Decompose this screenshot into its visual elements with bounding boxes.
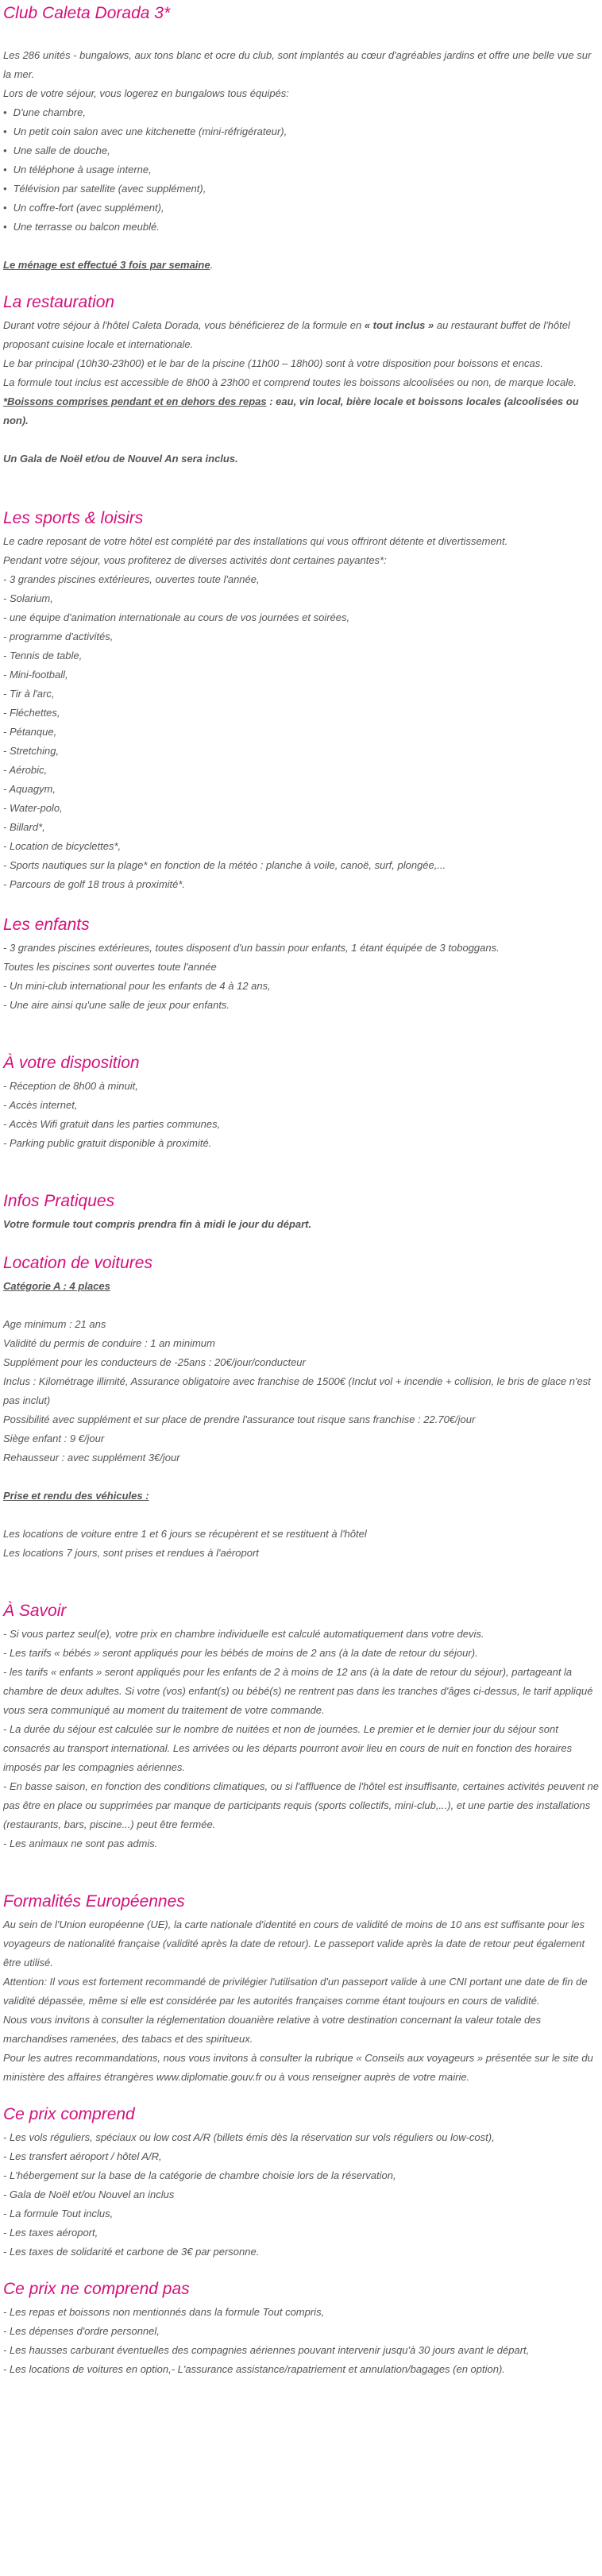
pickup-line: Les locations 7 jours, sont prises et rendues à l'aéroport — [3, 1547, 259, 1559]
section-infos — [3, 1188, 599, 1234]
list-item: - Accès Wifi gratuit dans les parties communes, — [3, 1118, 221, 1130]
list-item: - programme d'activités, — [3, 631, 114, 642]
comprend-title: Ce prix comprend — [3, 2105, 135, 2123]
list-item: - Les hausses carburant éventuelles des compagnies aériennes pouvant intervenir jusqu'à 30 jours avant le départ, — [3, 2344, 530, 2356]
sports-title: Les sports & loisirs — [3, 509, 144, 527]
restauration-p1-a: Durant votre séjour à l'hôtel Caleta Dorada, vous bénéficierez de la formule en — [3, 319, 365, 331]
infos-text: Votre formule tout compris prendra fin à midi le jour du départ. — [3, 1218, 312, 1230]
list-item: • Un coffre-fort (avec supplément), — [3, 199, 599, 218]
section-formalites — [3, 1888, 599, 2087]
restauration-title: La restauration — [3, 293, 115, 311]
restauration-p4-a: *Boissons comprises pendant et en dehors des repas — [3, 395, 267, 407]
section-club — [3, 0, 599, 275]
restauration-p1 — [3, 316, 599, 354]
list-item: - Si vous partez seul(e), votre prix en chambre individuelle est calculé automatiquement dans votre devis. — [3, 1628, 484, 1640]
list-item: - Accès internet, — [3, 1099, 78, 1111]
list-item: - Les tarifs « bébés » seront appliqués pour les bébés de moins de 2 ans (à la date de retour du séjour). — [3, 1647, 478, 1659]
formalites-p: Attention: Il vous est fortement recommandé de privilégier l'utilisation d'un passeport valide à une CNI portant une date de fin de validité dépassée, même si elle est considérée par les autorités françaises comme étant toujours en cours de validité. — [3, 1976, 588, 2007]
list-item: - Les taxes aéroport, — [3, 2227, 98, 2239]
list-item: - Les vols réguliers, spéciaux ou low cost A/R (billets émis dès la réservation sur vols réguliers ou low-cost), — [3, 2131, 495, 2143]
section-sports — [3, 505, 599, 894]
location-line: Siège enfant : 9 €/jour — [3, 1433, 105, 1444]
section-disposition — [3, 1050, 599, 1153]
list-item: - Gala de Noël et/ou Nouvel an inclus — [3, 2188, 175, 2200]
list-item: - Location de bicyclettes*, — [3, 840, 122, 852]
list-item: Toutes les piscines sont ouvertes toute l'année — [3, 961, 217, 973]
pickup-title: Prise et rendu des véhicules : — [3, 1490, 149, 1502]
list-item: - Tir à l'arc, — [3, 688, 55, 700]
list-item: • Une salle de douche, — [3, 141, 599, 160]
list-item: - Un mini-club international pour les enfants de 4 à 12 ans, — [3, 980, 271, 992]
list-item: - Les locations de voitures en option,- L'assurance assistance/rapatriement et annulation/bagages (en option). — [3, 2363, 505, 2375]
location-line: Possibilité avec supplément et sur place de prendre l'assurance tout risque sans franchise : 22.70€/jour — [3, 1413, 476, 1425]
list-item: - Une aire ainsi qu'une salle de jeux pour enfants. — [3, 999, 230, 1011]
list-item: - Aquagym, — [3, 783, 56, 795]
savoir-title: À Savoir — [3, 1602, 67, 1620]
list-item: - Les taxes de solidarité et carbone de 3€ par personne. — [3, 2246, 260, 2258]
section-comprend — [3, 2101, 599, 2262]
sports-p1: Le cadre reposant de votre hôtel est complété par des installations qui vous offriront détente et divertissement. — [3, 535, 508, 547]
comprend-list — [3, 2128, 599, 2262]
location-category: Catégorie A : 4 places — [3, 1280, 110, 1292]
list-item: • Télévision par satellite (avec supplément), — [3, 179, 599, 199]
location-title: Location de voitures — [3, 1254, 152, 1272]
sports-p2: Pendant votre séjour, vous profiterez de diverses activités dont certaines payantes*: — [3, 554, 387, 566]
list-item: - une équipe d'animation internationale au cours de vos journées et soirées, — [3, 611, 350, 623]
formalites-p: Au sein de l'Union européenne (UE), la carte nationale d'identité en cours de validité de moins de 10 ans est suffisante pour les voyageurs de nationalité française (validité après la date de retour). Le passeport valide après la date de retour peut également être utilisé. — [3, 1919, 585, 1969]
formalites-p: Nous vous invitons à consulter la réglementation douanière relative à votre destination concernant la valeur totale des marchandises ramenées, des tabacs et des spiritueux. — [3, 2014, 542, 2045]
list-item: - Les animaux ne sont pas admis. — [3, 1838, 158, 1849]
list-item: - les tarifs « enfants » seront appliqués pour les enfants de 2 à moins de 12 ans (à la date de retour du séjour), partageant la chambre de deux adultes. Si votre (vos) enfant(s) ou bébé(s) ne rentrent pas dans les tranches d'âges ci-dessus, le tarif appliqué vous sera communiqué au moment du traitement de votre commande. — [3, 1666, 593, 1716]
list-item: • Un petit coin salon avec une kitchenette (mini-réfrigérateur), — [3, 122, 599, 141]
list-item: - Solarium, — [3, 592, 53, 604]
list-item: - Tennis de table, — [3, 650, 83, 661]
restauration-p4-b: : eau, vin local, bière locale et boissons locales (alcoolisées ou non). — [3, 395, 579, 426]
list-item: - Les repas et boissons non mentionnés dans la formule Tout compris, — [3, 2306, 325, 2318]
section-restauration — [3, 289, 599, 469]
club-equipment-list — [3, 103, 599, 237]
list-item: - 3 grandes piscines extérieures, ouvertes toute l'année, — [3, 573, 260, 585]
club-title: Club Caleta Dorada 3* — [3, 4, 171, 22]
location-line: Inclus : Kilométrage illimité, Assurance obligatoire avec franchise de 1500€ (Inclut vol + incendie + collision, le bris de glace n'est pas inclut) — [3, 1375, 591, 1406]
list-item: - Water-polo, — [3, 802, 63, 814]
list-item: - L'hébergement sur la base de la catégorie de chambre choisie lors de la réservation, — [3, 2169, 396, 2181]
club-lead: Lors de votre séjour, vous logerez en bungalows tous équipés: — [3, 87, 289, 99]
restauration-p2: Le bar principal (10h30-23h00) et le bar de la piscine (11h00 – 18h00) sont à votre disposition pour boissons et encas. — [3, 357, 543, 369]
list-item: - Parcours de golf 18 trous à proximité*. — [3, 878, 186, 890]
restauration-p1-c: au restaurant buffet de l'hôtel proposant cuisine locale et internationale. — [3, 319, 570, 350]
list-item: • Un téléphone à usage interne, — [3, 160, 599, 179]
list-item: - Fléchettes, — [3, 707, 60, 719]
section-ne-comprend — [3, 2276, 599, 2379]
formalites-p: Pour les autres recommandations, nous vous invitons à consulter la rubrique « Conseils aux voyageurs » présentée sur le site du ministère des affaires étrangères www.diplomatie.gouv.fr ou à vous renseigner auprès de votre mairie. — [3, 2052, 593, 2083]
savoir-list — [3, 1625, 599, 1853]
sports-list — [3, 570, 599, 894]
club-cleaning — [3, 256, 599, 275]
list-item: - Réception de 8h00 à minuit, — [3, 1080, 138, 1092]
ne-comprend-title: Ce prix ne comprend pas — [3, 2280, 190, 2298]
cleaning-text: Le ménage est effectué 3 fois par semaine — [3, 259, 210, 271]
list-item: - Les dépenses d'ordre personnel, — [3, 2325, 160, 2337]
location-line: Validité du permis de conduire : 1 an minimum — [3, 1337, 215, 1349]
cleaning-end: . — [210, 259, 214, 271]
list-item: • Une terrasse ou balcon meublé. — [3, 218, 599, 237]
restauration-gala: Un Gala de Noël et/ou de Nouvel An sera inclus. — [3, 453, 238, 465]
section-savoir — [3, 1598, 599, 1853]
list-item: - Mini-football, — [3, 669, 68, 681]
pickup-line: Les locations de voiture entre 1 et 6 jours se récupèrent et se restituent à l'hôtel — [3, 1528, 367, 1540]
list-item: - La formule Tout inclus, — [3, 2208, 114, 2219]
list-item: • D'une chambre, — [3, 103, 599, 122]
list-item: - Stretching, — [3, 745, 60, 757]
infos-title: Infos Pratiques — [3, 1192, 115, 1210]
section-location — [3, 1250, 599, 1563]
enfants-list — [3, 939, 599, 1015]
ne-comprend-list — [3, 2303, 599, 2379]
disposition-title: À votre disposition — [3, 1054, 140, 1072]
list-item: - Parking public gratuit disponible à proximité. — [3, 1137, 212, 1149]
list-item: - 3 grandes piscines extérieures, toutes disposent d'un bassin pour enfants, 1 étant équipée de 3 toboggans. — [3, 942, 500, 954]
list-item: - Aérobic, — [3, 764, 48, 776]
location-line: Age minimum : 21 ans — [3, 1318, 106, 1330]
disposition-list — [3, 1077, 599, 1153]
club-intro: Les 286 unités - bungalows, aux tons blanc et ocre du club, sont implantés au cœur d'agréables jardins et offre une belle vue sur la mer. — [3, 49, 592, 80]
list-item: - Pétanque, — [3, 726, 57, 738]
section-enfants — [3, 912, 599, 1015]
list-item: - Billard*, — [3, 821, 45, 833]
enfants-title: Les enfants — [3, 916, 90, 934]
restauration-p4 — [3, 392, 599, 430]
list-item: - La durée du séjour est calculée sur le nombre de nuitées et non de journées. Le premier et le dernier jour du séjour sont consacrés au transport international. Les arrivées ou les départs pourront avoir lieu en cours de nuit en fonction des horaires imposés par les compagnies aériennes. — [3, 1723, 573, 1773]
list-item: - Les transfert aéroport / hôtel A/R, — [3, 2150, 162, 2162]
location-line: Supplément pour les conducteurs de -25ans : 20€/jour/conducteur — [3, 1356, 306, 1368]
restauration-p1-b: « tout inclus » — [364, 319, 434, 331]
restauration-p3: La formule tout inclus est accessible de 8h00 à 23h00 et comprend toutes les boissons alcoolisées ou non, de marque locale. — [3, 376, 577, 388]
list-item: - Sports nautiques sur la plage* en fonction de la météo : planche à voile, canoë, surf, plongée,... — [3, 859, 446, 871]
list-item: - En basse saison, en fonction des conditions climatiques, ou si l'affluence de l'hôtel est insuffisante, certaines activités peuvent ne pas être en place ou supprimées par manque de participants requis (sports collectifs, mini-club,...), et une partie des installations (restaurants, bars, piscine...) peut être fermée. — [3, 1780, 600, 1830]
location-line: Rehausseur : avec supplément 3€/jour — [3, 1452, 180, 1463]
formalites-title: Formalités Européennes — [3, 1892, 185, 1911]
